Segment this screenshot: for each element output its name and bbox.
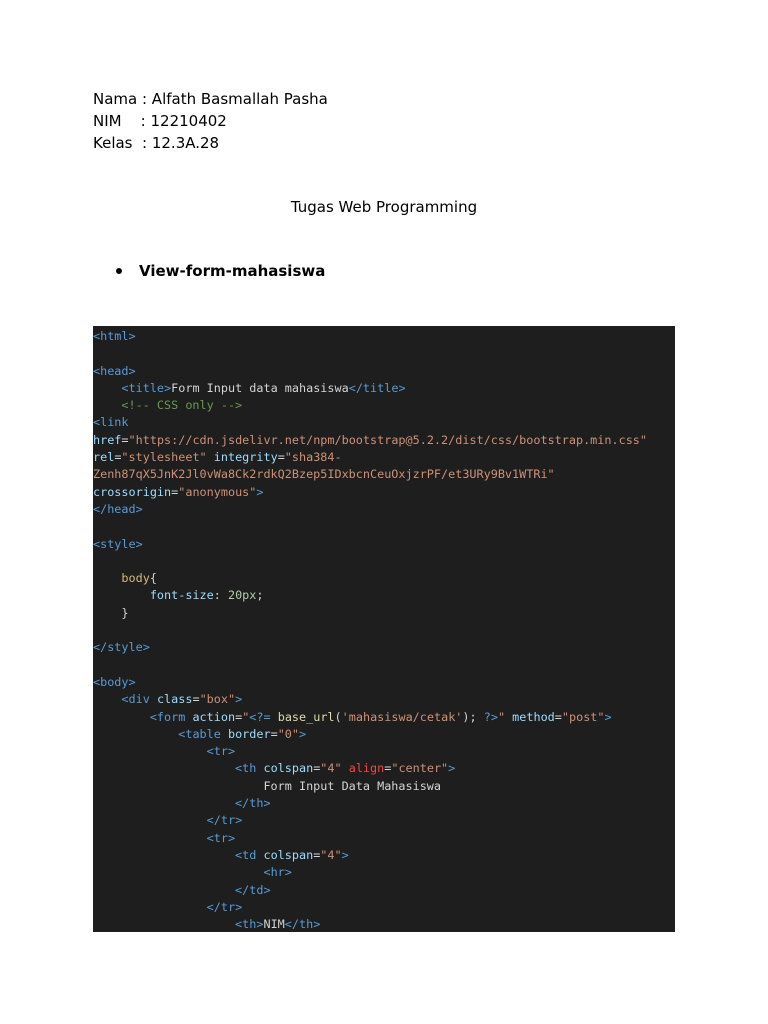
document-title: Tugas Web Programming bbox=[290, 198, 478, 216]
code-block: <html> <head> <title>Form Input data mahasiswa</title> <!-- CSS only --> <link href="https://cdn.jsdelivr.net/npm/bootstrap@5.2.2/dist/css/bootstrap.min.css" rel="stylesheet" integrity="sha384- Zenh87qX5JnK2Jl0vWa8Ck2rdkQ2Bzep5IDxbcnCeuOxjzrPF/et3URy9Bv1WTRi" crossorigin="anonymous"> </head> <style> body{ font-size: 20px; } </style> <body> <div class="box"> <form action="<?= base_url('mahasiswa/cetak'); ?>" method="post"> <table border="0"> <tr> <th colspan="4" align="center"> Form Input Data Mahasiswa </th> </tr> <tr> <td colspan="4"> <hr> </td> </tr> <th>NIM</th> bbox=[93, 329, 648, 932]
student-class: Kelas : 12.3A.28 bbox=[93, 134, 220, 152]
student-nim: NIM : 12210402 bbox=[93, 112, 227, 130]
student-info bbox=[93, 88, 328, 154]
bullet-item bbox=[116, 262, 325, 280]
bullet-dot-icon bbox=[116, 268, 122, 274]
student-name: Nama : Alfath Basmallah Pasha bbox=[93, 90, 328, 108]
code-screenshot bbox=[93, 326, 675, 932]
bullet-label: View-form-mahasiswa bbox=[139, 262, 326, 280]
